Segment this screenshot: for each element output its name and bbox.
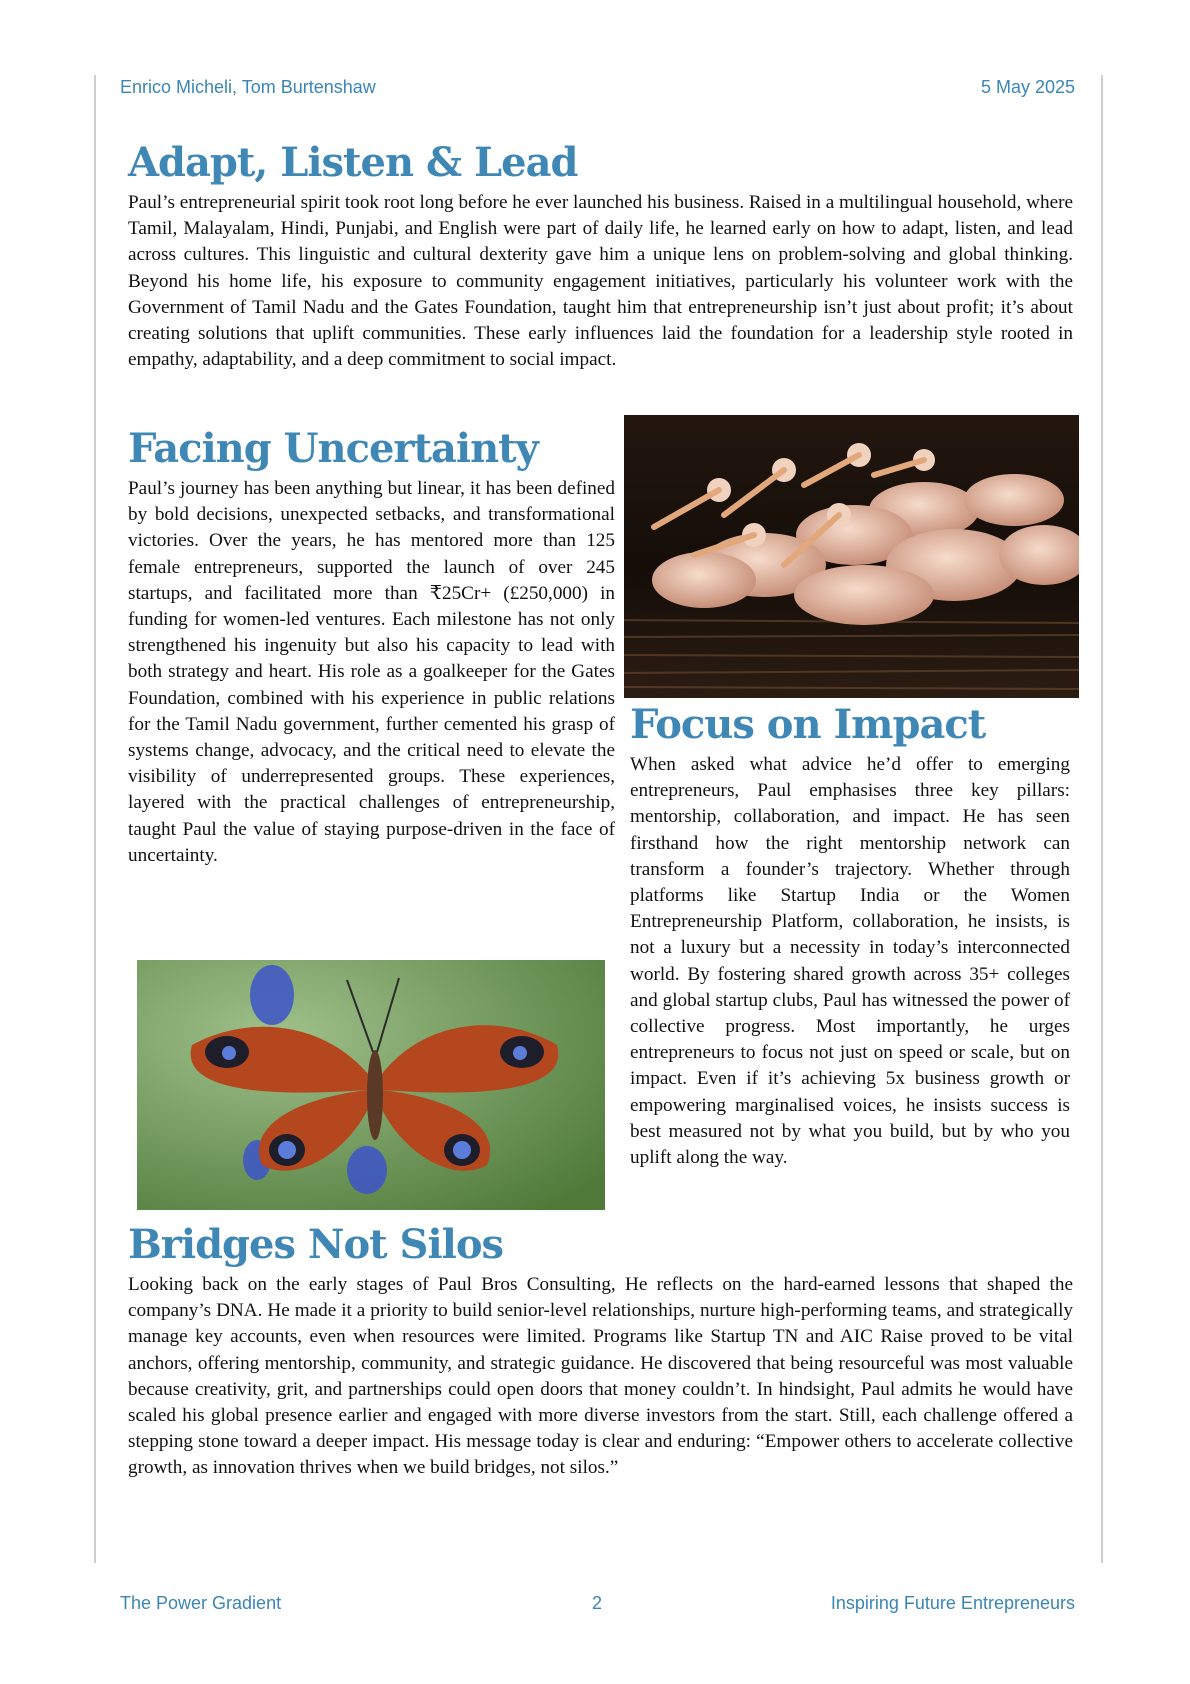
- section-body-adapt: Paul’s entrepreneurial spirit took root long before he ever launched his business. Raised in a multilingual household, where Tamil, Malayalam, Hindi, Punjabi, and English were part of daily life, he learned early on how to adapt, listen, and lead across cultures. This linguistic and cultural dexterity gave him a unique lens on problem-solving and global thinking. Beyond his home life, his exposure to community engagement initiatives, particularly his volunteer work with the Government of Tamil Nadu and the Gates Foundation, taught him that entrepreneurship isn’t just about profit; it’s about creating solutions that uplift communities. These early influences laid the foundation for a leadership style rooted in empathy, adaptability, and a deep commitment to social impact.: [128, 192, 1073, 371]
- footer-right: Inspiring Future Entrepreneurs: [830, 1593, 1075, 1613]
- pelicans-photo: [624, 415, 1079, 698]
- section-title-adapt: Adapt, Listen & Lead: [128, 139, 578, 186]
- section-body-uncertainty: Paul’s journey has been anything but linear, it has been defined by bold decisions, unexpected setbacks, and transformational victories. Over the years, he has mentored more than 125 female entrepreneurs, supported the launch of over 245 startups, and facilitated more than ₹25Cr+ (£250,000) in funding for women-led ventures. Each milestone has not only strengthened his ingenuity but also his capacity to lead with both strategy and heart. His role as a goalkeeper for the Gates Foundation, combined with his experience in public relations for the Tamil Nadu government, further cemented his grasp of systems change, advocacy, and the critical need to elevate the visibility of underrepresented groups. These experiences, layered with the practical challenges of entrepreneurship, taught Paul the value of staying purpose-driven in the face of uncertainty.: [128, 478, 615, 866]
- section-title-uncertainty: Facing Uncertainty: [128, 425, 538, 472]
- header-authors: Enrico Micheli, Tom Burtenshaw: [120, 77, 376, 97]
- section-body-impact: When asked what advice he’d offer to emerging entrepreneurs, Paul emphasises three key pillars: mentorship, collaboration, and impact. He has seen firsthand how the right mentorship network can transform a founder’s trajectory. Whether through platforms like Startup India or the Women Entrepreneurship Platform, collaboration, he insists, is not a luxury but a necessity in today’s interconnected world. By fostering shared growth across 35+ colleges and global startup clubs, Paul has witnessed the power of collective progress. Most importantly, he urges entrepreneurs to focus not just on speed or scale, but on impact. Even if it’s achieving 5x business growth or empowering marginalised voices, he insists success is best measured not by what you build, but by who you uplift along the way.: [630, 754, 1070, 1169]
- left-margin-rule: [94, 75, 96, 1563]
- peacock-butterfly-photo: [137, 960, 605, 1210]
- right-margin-rule: [1101, 75, 1103, 1563]
- header-date: 5 May 2025: [980, 77, 1075, 97]
- section-title-impact: Focus on Impact: [630, 701, 986, 748]
- section-body-bridges: Looking back on the early stages of Paul Bros Consulting, He reflects on the hard-earned lessons that shaped the company’s DNA. He made it a priority to build senior-level relationships, nurture high-performing teams, and strategically manage key accounts, even when resources were limited. Programs like Startup TN and AIC Raise proved to be vital anchors, offering mentorship, community, and strategic guidance. He discovered that being resourceful was most valuable because creativity, grit, and partnerships could open doors that money couldn’t. In hindsight, Paul admits he would have scaled his global presence earlier and engaged with more diverse investors from the start. Still, each challenge offered a stepping stone toward a deeper impact. His message today is clear and enduring: “Empower others to accelerate collective growth, as innovation thrives when we build bridges, not silos.”: [128, 1274, 1073, 1479]
- footer-left: The Power Gradient: [120, 1593, 282, 1613]
- section-title-bridges: Bridges Not Silos: [128, 1221, 504, 1268]
- page-number: 2: [592, 1593, 603, 1613]
